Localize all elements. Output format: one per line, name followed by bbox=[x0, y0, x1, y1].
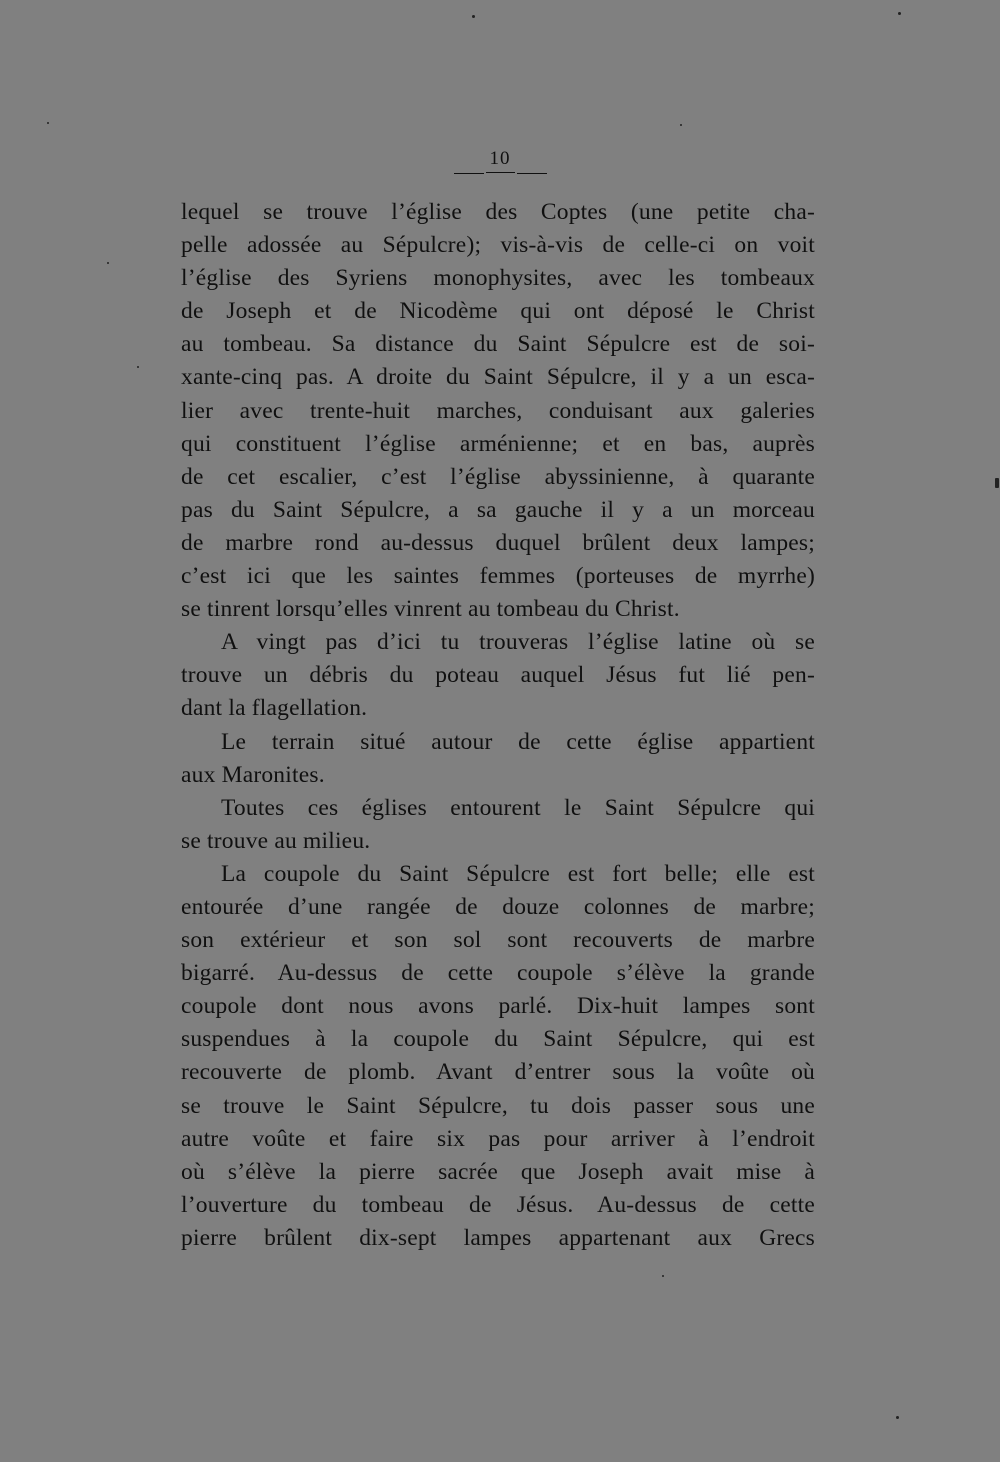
header-dash-left bbox=[454, 173, 484, 174]
text-line: se trouve au milieu. bbox=[181, 827, 371, 854]
text-line: de marbre rond au-dessus duquel brûlent deux lampes; bbox=[181, 529, 815, 556]
text-line: lequel se trouve l’église des Coptes (une petite cha- bbox=[181, 199, 815, 225]
text-line: suspendues à la coupole du Saint Sépulcre, qui est bbox=[181, 1026, 815, 1053]
text-line: pierre brûlent dix-sept lampes appartenant aux Grecs bbox=[181, 1224, 815, 1251]
text-line: pelle adossée au Sépulcre); vis-à-vis de celle-ci on voit bbox=[181, 232, 815, 259]
text-line: se tinrent lorsqu’elles vinrent au tombeau du Christ. bbox=[181, 596, 680, 623]
scan-speck bbox=[995, 478, 999, 488]
text-line: son extérieur et son sol sont recouverts de marbre bbox=[181, 927, 815, 954]
page-number: 10 bbox=[486, 149, 515, 173]
text-line: Toutes ces églises entourent le Saint Sépulcre qui bbox=[221, 794, 815, 821]
scan-speck bbox=[137, 366, 139, 368]
text-line: lier avec trente-huit marches, conduisant aux galeries bbox=[181, 397, 815, 424]
text-line: recouverte de plomb. Avant d’entrer sous la voûte où bbox=[181, 1059, 815, 1086]
scan-speck bbox=[47, 122, 49, 124]
scan-speck bbox=[107, 262, 109, 264]
page-header bbox=[0, 148, 1000, 174]
text-line: A vingt pas d’ici tu trouveras l’église latine où se bbox=[221, 629, 815, 656]
text-line: de cet escalier, c’est l’église abyssinienne, à quarante bbox=[181, 463, 815, 490]
scan-speck bbox=[898, 12, 901, 15]
header-dash-right bbox=[517, 173, 547, 174]
text-line: aux Maronites. bbox=[181, 761, 325, 788]
scan-speck bbox=[472, 15, 475, 18]
text-line: trouve un débris du poteau auquel Jésus fut lié pen- bbox=[181, 662, 815, 689]
scan-speck bbox=[896, 1416, 899, 1419]
text-line: bigarré. Au-dessus de cette coupole s’élève la grande bbox=[181, 960, 815, 987]
text-line: c’est ici que les saintes femmes (porteuses de myrrhe) bbox=[181, 563, 815, 590]
text-line: Le terrain situé autour de cette église appartient bbox=[221, 728, 815, 755]
text-line: entourée d’une rangée de douze colonnes de marbre; bbox=[181, 893, 815, 920]
text-line: se trouve le Saint Sépulcre, tu dois passer sous une bbox=[181, 1092, 815, 1119]
text-line: La coupole du Saint Sépulcre est fort belle; elle est bbox=[221, 860, 815, 887]
scan-speck bbox=[680, 124, 682, 126]
body-text bbox=[181, 196, 815, 1255]
text-line: dant la flagellation. bbox=[181, 695, 368, 722]
text-line: qui constituent l’église arménienne; et en bas, auprès bbox=[181, 430, 815, 457]
text-line: xante-cinq pas. A droite du Saint Sépulcre, il y a un esca- bbox=[181, 364, 815, 391]
text-line: au tombeau. Sa distance du Saint Sépulcre est de soi- bbox=[181, 331, 815, 358]
text-line: l’église des Syriens monophysites, avec les tombeaux bbox=[181, 265, 815, 292]
scan-speck bbox=[662, 1275, 664, 1277]
text-line: pas du Saint Sépulcre, a sa gauche il y a un morceau bbox=[181, 496, 815, 523]
text-line: autre voûte et faire six pas pour arriver à l’endroit bbox=[181, 1125, 815, 1152]
text-line: où s’élève la pierre sacrée que Joseph avait mise à bbox=[181, 1158, 815, 1185]
text-line: l’ouverture du tombeau de Jésus. Au-dessus de cette bbox=[181, 1191, 815, 1218]
text-line: de Joseph et de Nicodème qui ont déposé le Christ bbox=[181, 298, 815, 325]
text-line: coupole dont nous avons parlé. Dix-huit lampes sont bbox=[181, 993, 815, 1020]
